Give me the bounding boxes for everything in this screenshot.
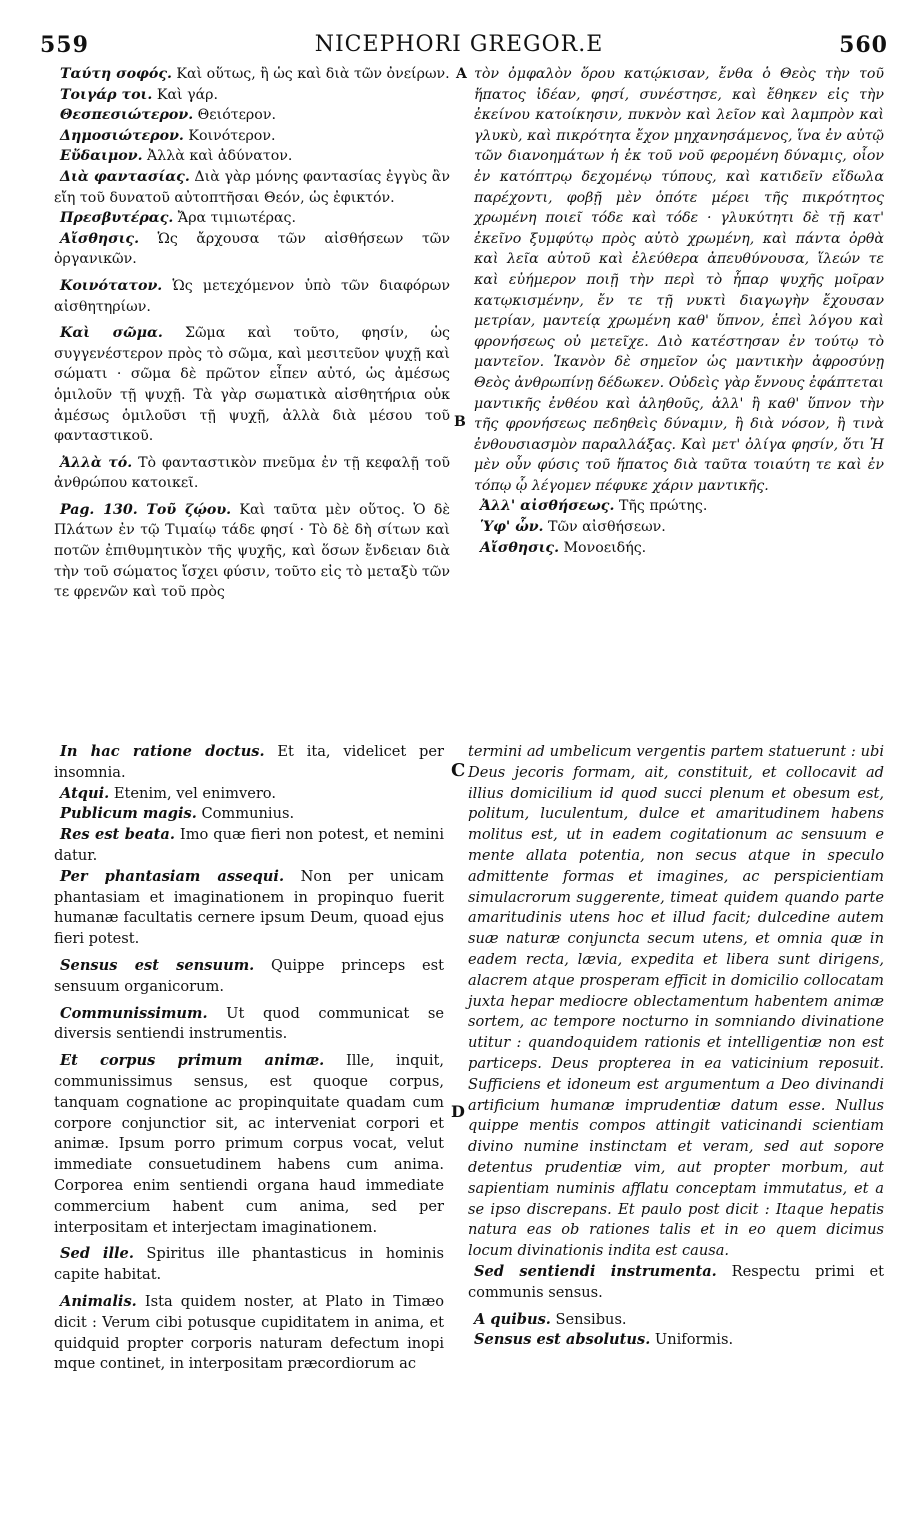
note-lemma: Κοινότατον.: [60, 277, 163, 294]
note-lemma: Ὑφ' ὧν.: [480, 519, 544, 536]
note-text: Ἀλλὰ καὶ ἀδύνατον.: [142, 148, 293, 165]
note-paragraph: [474, 538, 884, 559]
note-paragraph: [468, 742, 884, 1262]
note-text: Uniformis.: [650, 1331, 734, 1349]
note-text: Τῶν αἰσθήσεων.: [543, 519, 666, 536]
note-text: termini ad umbelicum vergentis partem statuerunt : ubi Deus jecoris formam, ait, constituit, et collocavit ad illius domicilium id quod succi plenum et obesum est, politum, luculentum, dulce et amaritudinem habens molitus est, ut in eadem cogitationum ac sensuum e mente allata potentia, non secus atque in speculo admittente formas et imagines, ac perspicientiam simulacrorum suggerente, timeat quidem quando parte amaritudinis utens hoc et illud facit; dulcedine autem suæ naturæ conjuncta secum utens, et omnia quæ in eadem recta, lævia, expedita et libera sunt dirigens, alacrem atque prosperam efficit in domicilio collocatam juxta hepar mediocre oblectamentum habentem animæ sortem, ac tempore nocturno in somniando divinatione utitur : quandoquidem rationis et intelligentiæ non est particeps. Deus propterea in ea vaticinium reposuit. Sufficiens et idoneum est argumentum a Deo divinandi artificium humanæ imprudentiæ datum esse. Nullus quippe mentis compos attingit vaticinandi scientiam divino numine instinctam et veram, sed aut sopore detentus prudentiæ vim, aut propter morbum, aut sapientiam numinis afflatu conceptam immutatus, et a se ipso discrepans. Et paulo post dicit : Itaque hepatis natura eas ob rationes talis et in eo quem dicimus locum divinationis indita est causa.: [468, 743, 884, 1260]
note-text: Non per unicam phantasiam et imaginationem in propinquo fuerit humanæ facultatis cernere ipsum Deum, quoad ejus fieri potest.: [54, 867, 444, 948]
note-lemma: Εὔδαιμον.: [60, 148, 143, 165]
note-text: Et ita, videlicet per insomnia.: [54, 743, 444, 781]
greek-notes-right-column: [474, 64, 884, 558]
note-lemma: Atqui.: [60, 784, 110, 802]
note-paragraph: [54, 1051, 444, 1238]
note-text: Καὶ γάρ.: [152, 86, 219, 103]
note-text: Τὸ φανταστικὸν πνεῦμα ἐν τῇ κεφαλῇ τοῦ ἀνθρώπου κατοικεῖ.: [54, 454, 450, 492]
note-text: Ἄρα τιμιωτέρας.: [173, 210, 296, 227]
note-lemma: Δημοσιώτερον.: [60, 127, 184, 144]
note-paragraph: [54, 825, 444, 867]
note-paragraph: [54, 1292, 444, 1375]
note-paragraph: [54, 1004, 444, 1046]
note-lemma: In hac ratione doctus.: [60, 743, 265, 760]
note-lemma: Sed sentiendi instrumenta.: [474, 1262, 717, 1280]
note-text: Ὡς μετεχόμενον ὑπὸ τῶν διαφόρων αἰσθητηρίων.: [54, 277, 450, 315]
margin-letter-a: A: [456, 66, 467, 82]
latin-notes-left-column: [54, 742, 444, 1375]
note-lemma: Sensus est sensuum.: [60, 956, 255, 974]
latin-notes-right-column: [468, 742, 884, 1351]
note-paragraph: [54, 784, 444, 805]
note-lemma: Αἴσθησις.: [60, 230, 140, 247]
note-text: Sensibus.: [550, 1310, 627, 1328]
note-paragraph: [54, 1244, 444, 1286]
page-number-right: 560: [839, 32, 888, 58]
note-text: Ista quidem noster, at Plato in Timæo dicit : Verum cibi potusque cupiditatem in anima, et quidquid propter corporis naturam defectum inopi mque continet, in interpositam præcordiorum ac: [54, 1292, 444, 1373]
note-text: Μονοειδής.: [559, 539, 647, 556]
note-paragraph: [468, 1262, 884, 1304]
note-lemma: Διὰ φαντασίας.: [60, 168, 190, 185]
greek-notes-left-column: [54, 64, 450, 603]
margin-letter-d: D: [451, 1102, 465, 1121]
note-lemma: A quibus.: [474, 1310, 551, 1328]
note-text: Τῆς πρώτης.: [614, 498, 708, 515]
note-lemma: Sensus est absolutus.: [474, 1331, 651, 1349]
note-lemma: Καὶ σῶμα.: [60, 325, 163, 342]
page-number-left: 559: [40, 32, 89, 58]
note-lemma: Animalis.: [60, 1292, 137, 1310]
note-paragraph: [54, 867, 444, 950]
note-paragraph: [54, 323, 450, 447]
note-paragraph: [54, 126, 450, 147]
note-lemma: Τοιγάρ τοι.: [60, 86, 153, 103]
note-text: Διὰ γὰρ μόνης φαντασίας ἐγγὺς ἂν εἴη τοῦ δυνατοῦ αὐτοπτῆσαι Θεόν, ὡς ἐφικτόν.: [54, 168, 450, 206]
note-paragraph: [474, 517, 884, 538]
margin-letter-b: B: [454, 414, 466, 430]
note-text: Ille, inquit, communissimus sensus, est quoque corpus, tanquam cognatione ac propinquitate quadam cum corpore conjunctior sit, ac interveniat corpori et animæ. Ipsum porro primum corpus vocat, velut immediate consuetudinem habens cum anima. Corporea enim sentiendi organa haud immediate commercium habent cum anima, sed per interpositam et interjectam imaginationem.: [54, 1052, 444, 1236]
note-lemma: Et corpus primum animæ.: [60, 1052, 325, 1070]
note-text: Spiritus ille phantasticus in hominis capite habitat.: [54, 1245, 444, 1284]
page-header: [30, 30, 888, 60]
note-paragraph: [468, 1310, 884, 1331]
note-paragraph: [54, 229, 450, 270]
note-lemma: Αἴσθησις.: [480, 539, 560, 556]
note-text: Imo quæ fieri non potest, et nemini datur.: [54, 826, 444, 864]
note-lemma: Communissimum.: [60, 1004, 208, 1022]
note-paragraph: [54, 146, 450, 167]
note-text: Communius.: [196, 805, 295, 823]
note-text: Respectu primi et communis sensus.: [468, 1262, 884, 1301]
note-paragraph: [54, 64, 450, 85]
note-text: Θειότερον.: [193, 107, 276, 124]
note-paragraph: [54, 105, 450, 126]
note-paragraph: [54, 804, 444, 825]
margin-letter-c: C: [451, 760, 466, 781]
running-title: NICEPHORI GREGOR.E: [314, 32, 604, 57]
note-text: Σῶμα καὶ τοῦτο, φησίν, ὡς συγγενέστερον πρὸς τὸ σῶμα, καὶ μεσιτεῦον ψυχῇ καὶ σώματι · σῶμα δὲ πρῶτον εἶπεν αὐτό, ὡς ἀμέσως ὁμιλοῦν τῇ ψυχῇ. Τὰ γὰρ σωματικὰ αἰσθητήρια οὐκ ἀμέσως ὁμιλοῦσι τῇ ψυχῇ, ἀλλὰ διὰ μέσου τοῦ φανταστικοῦ.: [54, 325, 450, 445]
note-lemma: Πρεσβυτέρας.: [60, 210, 174, 227]
note-paragraph: [474, 496, 884, 517]
note-lemma: Ἀλλὰ τό.: [60, 454, 133, 471]
note-paragraph: [54, 500, 450, 603]
note-text: Ut quod communicat se diversis sentiendi instrumentis.: [54, 1004, 444, 1043]
note-lemma: Θεσπεσιώτερον.: [60, 107, 194, 124]
note-paragraph: [54, 208, 450, 229]
note-lemma: Per phantasiam assequi.: [60, 867, 285, 885]
note-text: Κοινότερον.: [183, 127, 276, 144]
note-paragraph: [54, 85, 450, 106]
note-paragraph: [474, 64, 884, 496]
note-lemma: Ταύτη σοφός.: [60, 66, 172, 82]
note-paragraph: [54, 956, 444, 998]
note-text: Ὡς ἄρχουσα τῶν αἰσθήσεων τῶν ὀργανικῶν.: [54, 230, 450, 268]
note-text: Etenim, vel enimvero.: [109, 784, 276, 802]
note-lemma: Sed ille.: [60, 1245, 134, 1263]
note-paragraph: [54, 167, 450, 208]
note-text: τὸν ὀμφαλὸν ὅρου κατῴκισαν, ἔνθα ὁ Θεὸς τὴν τοῦ ἥπατος ἰδέαν, φησί, συνέστησε, καὶ ἔθηκεν εἰς τὴν ἐκείνου κατοίκησιν, πυκνὸν καὶ λεῖον καὶ λαμπρὸν καὶ γλυκὺ, καὶ πικρότητα ἔχον μηχανησάμενος, ἵνα ἐν αὐτῷ τῶν διανοημάτων ἡ ἐκ τοῦ νοῦ φερομένη δύναμις, οἷον ἐν κατόπτρῳ δεχομένῳ τύπους, καὶ κατιδεῖν εἴδωλα παρέχοντι, φοβῇ μὲν ὁπότε μέρει τῆς πικρότητος χρωμένη ποιεῖ τόδε καὶ τόδε · γλυκύτητι δὲ τῇ κατ' ἐκεῖνο ξυμφύτῳ πρὸς αὐτὸ χρωμένη, καὶ πάντα ὀρθὰ καὶ λεῖα αὐτοῦ καὶ ἐλεύθερα ἀπευθύνουσα, ἵλεών τε καὶ εὐήμερον ποιῇ τὴν περὶ τὸ ἧπαρ ψυχῆς μοῖραν κατῳκισμένην, ἔν τε τῇ νυκτὶ διαγωγὴν ἔχουσαν μετρίαν, μαντείᾳ χρωμένη καθ' ὕπνον, ἐπεὶ λόγου καὶ φρονήσεως οὐ μετεῖχε. Διὸ κατέστησαν ἐν τούτῳ τὸ μαντεῖον. Ἱκανὸν δὲ σημεῖον ὡς μαντικὴν ἀφροσύνῃ Θεὸς ἀνθρωπίνῃ δέδωκεν. Οὐδεὶς γὰρ ἔννους ἐφάπτεται μαντικῆς ἐνθέου καὶ ἀληθοῦς, ἀλλ' ἢ καθ' ὕπνον τὴν τῆς φρονήσεως πεδηθεὶς δύναμιν, ἢ διὰ νόσον, ἢ τινὰ ἐνθουσιασμὸν παραλλάξας. Καὶ μετ' ὀλίγα φησίν, ὅτι Ἡ μὲν οὖν φύσις τοῦ ἥπατος διὰ ταῦτα τοιαύτη τε καὶ ἐν τόπῳ ᾧ λέγομεν πέφυκε χάριν μαντικῆς.: [474, 66, 884, 494]
note-lemma: Res est beata.: [60, 826, 175, 844]
note-lemma: Publicum magis.: [60, 805, 197, 823]
note-paragraph: [54, 453, 450, 494]
note-lemma: Ἀλλ' αἰσθήσεως.: [480, 498, 615, 515]
note-text: Καὶ οὕτως, ἢ ὡς καὶ διὰ τῶν ὀνείρων.: [171, 66, 450, 82]
note-text: Καὶ ταῦτα μὲν οὕτος. Ὁ δὲ Πλάτων ἐν τῷ Τιμαίῳ τάδε φησί · Τὸ δὲ δὴ σίτων καὶ ποτῶν ἐπιθυμητικὸν τῆς ψυχῆς, καὶ ὅσων ἔνδειαν διὰ τὴν τοῦ σώματος ἴσχει φύσιν, τοῦτο εἰς τὸ μεταξὺ τῶν τε φρενῶν καὶ τοῦ πρὸς: [54, 501, 450, 601]
note-paragraph: [54, 276, 450, 317]
note-paragraph: [468, 1330, 884, 1351]
note-text: Quippe princeps est sensuum organicorum.: [54, 956, 444, 995]
note-paragraph: [54, 742, 444, 784]
note-lemma: Pag. 130. Τοῦ ζῴου.: [60, 501, 232, 518]
